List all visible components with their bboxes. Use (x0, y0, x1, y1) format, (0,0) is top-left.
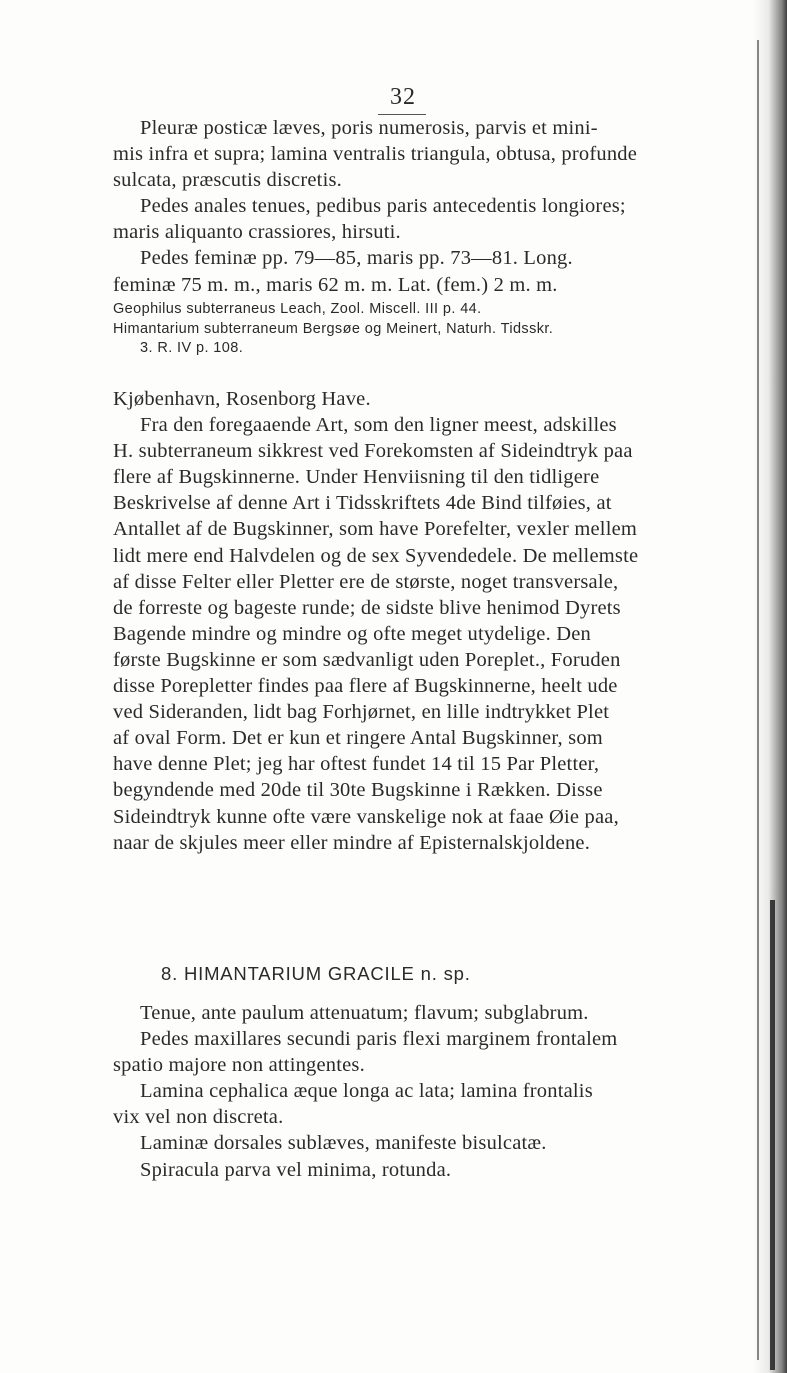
reference-line: Himantarium subterraneum Bergsøe og Meinert, Naturh. Tidsskr. (113, 320, 554, 337)
binding-line (757, 40, 759, 1360)
text-line: Pedes maxillares secundi paris flexi marginem frontalem (140, 1028, 618, 1051)
text-line: Pedes feminæ pp. 79—85, maris pp. 73—81. Long. (140, 247, 573, 270)
text-line: disse Porepletter findes paa flere af Bugskinnerne, heelt ude (113, 675, 618, 698)
synonymy-references (113, 300, 753, 359)
remarks-block (113, 386, 753, 856)
text-line: af oval Form. Det er kun et ringere Antal Bugskinner, som (113, 727, 603, 750)
text-line: Pedes anales tenues, pedibus paris antecedentis longiores; (140, 195, 626, 218)
text-line: feminæ 75 m. m., maris 62 m. m. Lat. (fem.) 2 m. m. (113, 273, 558, 296)
text-line: de forreste og bageste runde; de sidste blive henimod Dyrets (113, 596, 621, 619)
text-line: første Bugskinne er som sædvanligt uden Poreplet., Foruden (113, 648, 621, 671)
text-line: Beskrivelse af denne Art i Tidsskriftets 4de Bind tilføies, at (113, 492, 612, 515)
text-line: Antallet af de Bugskinner, som have Porefelter, vexler mellem (113, 518, 638, 541)
text-line: Tenue, ante paulum attenuatum; flavum; subglabrum. (140, 1002, 589, 1024)
text-line: flere af Bugskinnerne. Under Henviisning til den tidligere (113, 466, 600, 489)
text-line: Pleuræ posticæ læves, poris numerosis, parvis et mini- (140, 117, 598, 139)
page-number: 32 (390, 84, 416, 110)
text-line: begyndende med 20de til 30te Bugskinne i Rækken. Disse (113, 779, 603, 802)
reference-line: Geophilus subterraneus Leach, Zool. Miscell. III p. 44. (113, 301, 482, 317)
text-line: Laminæ dorsales sublæves, manifeste bisulcatæ. (140, 1132, 547, 1155)
text-line: Sideindtryk kunne ofte være vanskelige nok at faae Øie paa, (113, 805, 619, 828)
text-line: vix vel non discreta. (113, 1106, 284, 1129)
text-line: af disse Felter eller Pletter ere de største, noget transversale, (113, 570, 619, 593)
text-line: sulcata, præscutis discretis. (113, 169, 342, 192)
text-line: ved Sideranden, lidt bag Forhjørnet, en lille indtrykket Plet (113, 701, 610, 724)
text-line: Spiracula parva vel minima, rotunda. (140, 1158, 452, 1181)
reference-line: 3. R. IV p. 108. (140, 340, 244, 356)
text-line: Lamina cephalica æque longa ac lata; lamina frontalis (140, 1080, 593, 1103)
text-line: spatio majore non attingentes. (113, 1054, 365, 1077)
diagnosis-block (113, 1000, 753, 1183)
text-line: have denne Plet; jeg har oftest fundet 14 til 15 Par Pletter, (113, 753, 600, 776)
binding-dark-strip (770, 900, 775, 1370)
text-line: mis infra et supra; lamina ventralis triangula, obtusa, profunde (113, 143, 638, 166)
text-line: H. subterraneum sikkrest ved Forekomsten af Sideindtryk paa (113, 440, 633, 463)
text-line: Bagende mindre og mindre og ofte meget utydelige. Den (113, 622, 591, 645)
text-line: naar de skjules meer eller mindre af Episternalskjoldene. (113, 831, 591, 854)
text-line: lidt mere end Halvdelen og de sex Syvendedele. De mellemste (113, 544, 639, 567)
description-block (113, 115, 753, 298)
text-line: maris aliquanto crassiores, hirsuti. (113, 221, 401, 244)
locality-line: Kjøbenhavn, Rosenborg Have. (113, 388, 371, 410)
text-line: Fra den foregaaende Art, som den ligner meest, adskilles (140, 414, 617, 437)
species-heading: 8. HIMANTARIUM GRACILE n. sp. (161, 963, 471, 984)
